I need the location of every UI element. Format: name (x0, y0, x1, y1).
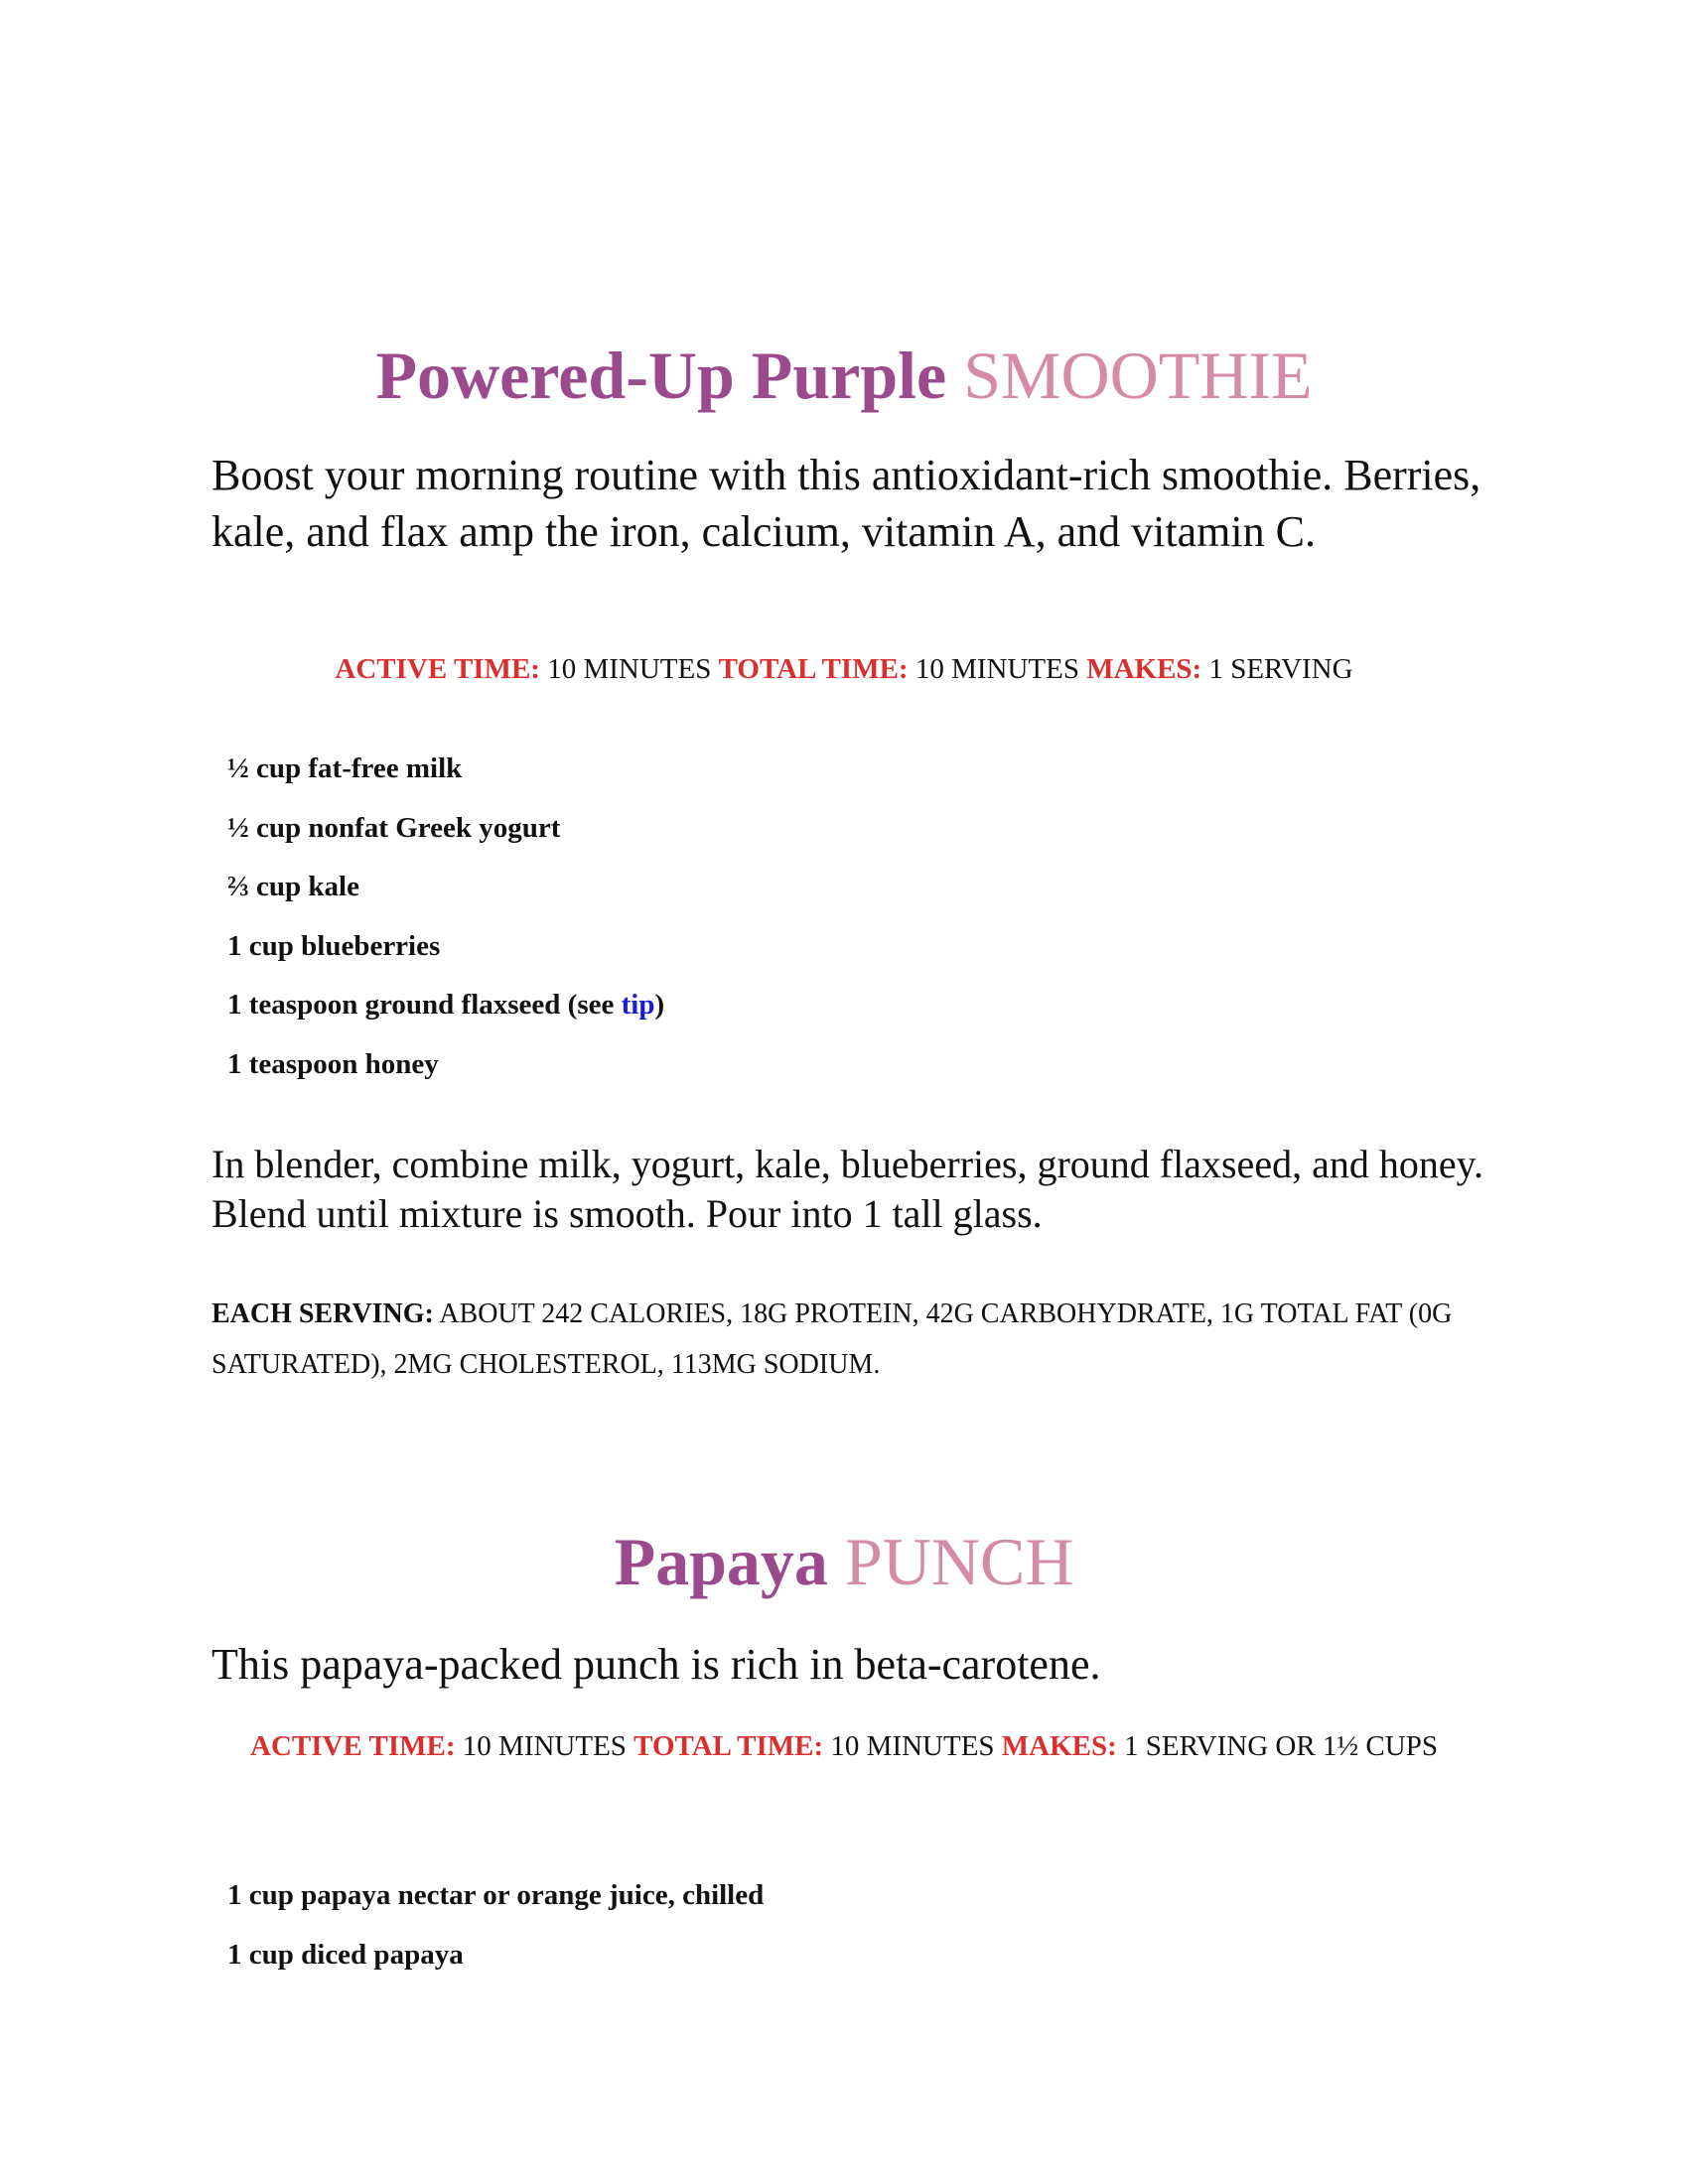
ingredient-list (227, 1875, 764, 1993)
total-time-label: TOTAL TIME: (633, 1730, 824, 1762)
recipe-meta (211, 1721, 1477, 1772)
makes-value: 1 SERVING OR 1½ CUPS (1124, 1730, 1438, 1762)
nutrition-text: ABOUT 242 CALORIES, 18G PROTEIN, 42G CARBOHYDRATE, 1G TOTAL FAT (0G SATURATED), 2MG CHOLESTEROL, 113MG SODIUM. (211, 1298, 1453, 1380)
total-time-value: 10 MINUTES (830, 1730, 995, 1762)
active-time-value: 10 MINUTES (462, 1730, 627, 1762)
ingredient-text: 1 teaspoon ground flaxseed (see (227, 989, 622, 1022)
active-time-label: ACTIVE TIME: (250, 1730, 456, 1762)
recipe-intro: This papaya-packed punch is rich in beta-carotene. (211, 1640, 1101, 1689)
recipe-title-accent: PUNCH (844, 1524, 1074, 1599)
makes-label: MAKES: (1086, 653, 1202, 685)
ingredient-item: 1 cup diced papaya (227, 1938, 464, 1971)
recipe-title-main: Papaya (614, 1524, 828, 1599)
active-time-label: ACTIVE TIME: (335, 653, 540, 685)
ingredient-item: ½ cup fat-free milk (227, 752, 463, 784)
ingredient-item: ½ cup nonfat Greek yogurt (227, 811, 561, 844)
ingredient-item: 1 cup blueberries (227, 929, 441, 962)
recipe-directions: In blender, combine milk, yogurt, kale, blueberries, ground flaxseed, and honey. Blend until mixture is smooth. Pour into 1 tall glass. (211, 1142, 1483, 1236)
makes-value: 1 SERVING (1208, 653, 1353, 685)
nutrition-label: EACH SERVING: (211, 1298, 434, 1329)
ingredient-item-flaxseed (227, 985, 664, 1044)
ingredient-item: ⅔ cup kale (227, 871, 359, 903)
ingredient-item: 1 cup papaya nectar or orange juice, chilled (227, 1879, 765, 1911)
recipe-title (0, 1522, 1688, 1601)
total-time-value: 10 MINUTES (914, 653, 1079, 685)
ingredient-close: ) (654, 989, 665, 1022)
total-time-label: TOTAL TIME: (718, 653, 909, 685)
recipe-title-accent: SMOOTHIE (963, 338, 1313, 413)
nutrition-info (211, 1289, 1502, 1390)
active-time-value: 10 MINUTES (547, 653, 712, 685)
ingredient-item: 1 teaspoon honey (227, 1047, 439, 1080)
makes-label: MAKES: (1001, 1730, 1117, 1762)
recipe-title-main: Powered-Up Purple (375, 338, 947, 413)
recipe-intro: Boost your morning routine with this antioxidant-rich smoothie. Berries, kale, and flax amp the iron, calcium, vitamin A, and vitamin C. (211, 451, 1481, 556)
ingredient-list (227, 749, 664, 1104)
tip-link[interactable]: tip (621, 989, 655, 1022)
recipe-title (0, 336, 1688, 415)
recipe-meta (211, 644, 1477, 695)
